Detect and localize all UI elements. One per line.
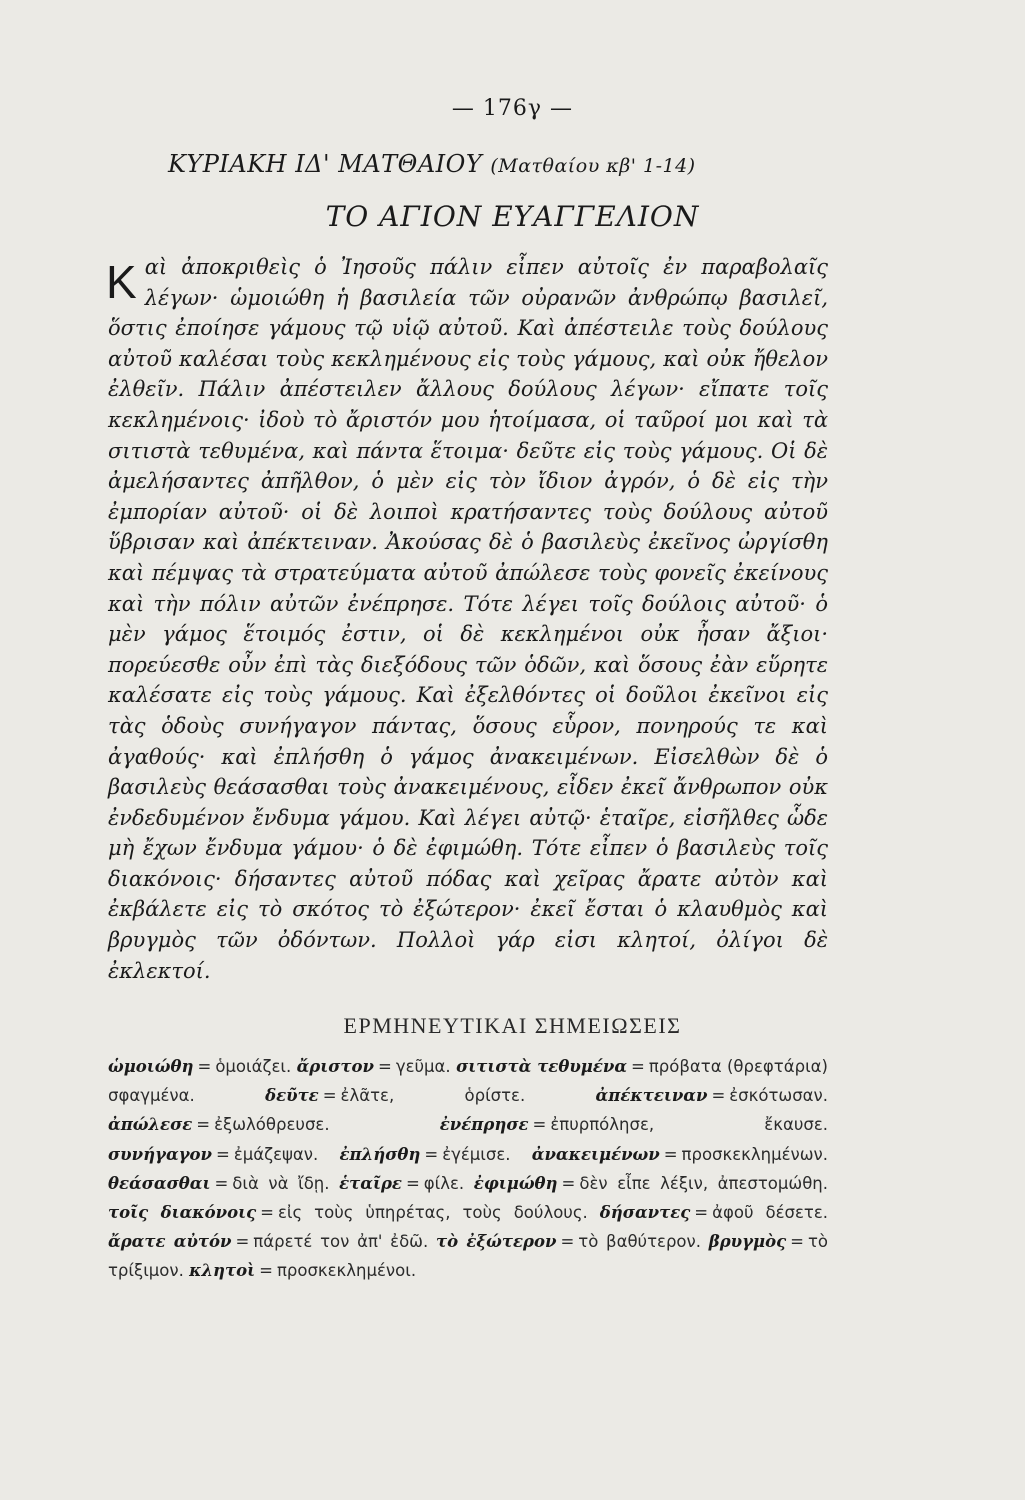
note-separator: = [197, 1057, 212, 1076]
note-entry [532, 1145, 828, 1164]
note-term: ἀπώλεσε [108, 1115, 193, 1135]
note-entry [340, 1145, 511, 1164]
note-meaning: φίλε. [423, 1173, 465, 1193]
notes-title: ΕΡΜΗΝΕΥΤΙΚΑΙ ΣΗΜΕΙΩΣΕΙΣ [343, 1013, 682, 1038]
note-separator: = [631, 1057, 645, 1076]
note-entry [189, 1261, 416, 1280]
note-term: συνήγαγον [108, 1144, 212, 1164]
note-entry [474, 1174, 828, 1193]
note-entry [108, 1145, 318, 1164]
note-separator: = [196, 1115, 211, 1135]
note-entry [265, 1086, 525, 1105]
note-separator: = [322, 1086, 337, 1106]
note-entry [108, 1057, 291, 1076]
note-separator: = [216, 1144, 230, 1164]
note-entry [108, 1115, 330, 1134]
note-separator: = [214, 1173, 229, 1193]
note-term: ἀπέκτειναν [595, 1086, 708, 1106]
note-term: τοῖς διακόνοις [108, 1203, 257, 1223]
note-meaning: πάρετέ τον ἀπ' ἐδῶ. [253, 1232, 429, 1252]
note-meaning: ἐμάζεψαν. [233, 1144, 319, 1164]
note-entry [108, 1232, 428, 1251]
note-separator: = [790, 1232, 804, 1252]
page-number: — 176γ — [451, 96, 574, 121]
note-term: ἑταῖρε [339, 1173, 402, 1193]
gospel-text [108, 252, 828, 986]
gospel-title: ΤΟ ΑΓΙΟΝ ΕΥΑΓΓΕΛΙΟΝ [325, 200, 700, 233]
note-meaning: ὁμοιάζει. [215, 1057, 292, 1076]
note-term: ἄριστον [296, 1057, 374, 1076]
note-separator: = [235, 1232, 250, 1252]
note-term: ὡμοιώθη [108, 1057, 194, 1076]
note-separator: = [711, 1086, 726, 1106]
note-term: θεάσασθαι [108, 1173, 211, 1193]
note-meaning: ἐπυρπόλησε, ἔκαυσε. [550, 1115, 828, 1135]
note-meaning: εἰς τοὺς ὑπηρέτας, τοὺς δούλους. [278, 1203, 588, 1223]
note-separator: = [259, 1261, 273, 1281]
note-separator: = [663, 1144, 678, 1164]
note-entry [436, 1232, 701, 1251]
note-term: σιτιστὰ τεθυμένα [456, 1057, 628, 1076]
note-meaning: ἐλᾶτε, ὁρίστε. [340, 1086, 526, 1106]
note-separator: = [561, 1173, 576, 1193]
note-term: τὸ ἐξώτερον [436, 1232, 557, 1252]
note-meaning: προσκεκλημένοι. [276, 1261, 417, 1281]
note-entry [339, 1174, 464, 1193]
note-entry [108, 1174, 330, 1193]
note-meaning: ἀφοῦ δέσετε. [712, 1203, 828, 1223]
note-meaning: ἐξωλόθρευσε. [214, 1115, 330, 1135]
gospel-paragraph: αὶ ἀποκριθεὶς ὁ Ἰησοῦς πάλιν εἶπεν αὐτοῖς ἐν παραβολαῖς λέγων· ὡμοιώθη ἡ βασιλεία τῶν οὐρανῶν ἀνθρώπῳ βασιλεῖ, ὅστις ἐποίησε γάμους τῷ υἱῷ αὐτοῦ. Καὶ ἀπέστειλε τοὺς δούλους αὐτοῦ καλέσαι τοὺς κεκλημένους εἰς τοὺς γάμους, καὶ οὐκ ἤθελον ἐλθεῖν. Πάλιν ἀπέστειλεν ἄλλους δούλους λέγων· εἴπατε τοῖς κεκλημένοις· ἰδοὺ τὸ ἄριστόν μου ἡτοίμασα, οἱ ταῦροί μοι καὶ τὰ σιτιστὰ τεθυμένα, καὶ πάντα ἕτοιμα· δεῦτε εἰς τοὺς γάμους. Οἱ δὲ ἀμελήσαντες ἀπῆλθον, ὁ μὲν εἰς τὸν ἴδιον ἀγρόν, ὁ δὲ εἰς τὴν ἐμπορίαν αὐτοῦ· οἱ δὲ λοιποὶ κρατήσαντες τοὺς δούλους αὐτοῦ ὕβρισαν καὶ ἀπέκτειναν. Ἀκούσας δὲ ὁ βασιλεὺς ἐκεῖνος ὠργίσθη καὶ πέμψας τὰ στρατεύματα αὐτοῦ ἀπώλεσε τοὺς φονεῖς ἐκείνους καὶ τὴν πόλιν αὐτῶν ἐνέπρησε. Τότε λέγει τοῖς δούλοις αὐτοῦ· ὁ μὲν γάμος ἕτοιμός ἐστιν, οἱ δὲ κεκλημένοι οὐκ ἦσαν ἄξιοι· πορεύεσθε οὖν ἐπὶ τὰς διεξόδους τῶν ὁδῶν, καὶ ὅσους ἐὰν εὕρητε καλέσατε εἰς τοὺς γάμους. Καὶ ἐξελθόντες οἱ δοῦλοι ἐκεῖνοι εἰς τὰς ὁδοὺς συνήγαγον πάντας, ὅσους εὗρον, πονηρούς τε καὶ ἀγαθούς· καὶ ἐπλήσθη ὁ γάμος ἀνακειμένων. Εἰσελθὼν δὲ ὁ βασιλεὺς θεάσασθαι τοὺς ἀνακειμένους, εἶδεν ἐκεῖ ἄνθρωπον οὐκ ἐνδεδυμένον ἔνδυμα γάμου. Καὶ λέγει αὐτῷ· ἑταῖρε, εἰσῆλθες ὧδε μὴ ἔχων ἔνδυμα γάμου· ὁ δὲ ἐφιμώθη. Τότε εἶπεν ὁ βασιλεὺς τοῖς διακόνοις· δήσαντες αὐτοῦ πόδας καὶ χεῖρας ἄρατε αὐτὸν καὶ ἐκβάλετε εἰς τὸ σκότος τὸ ἐξώτερον· ἐκεῖ ἔσται ὁ κλαυθμὸς καὶ βρυγμὸς τῶν ὀδόντων. Πολλοὶ γάρ εἰσι κλητοί, ὀλίγοι δὲ ἐκλεκτοί. [108, 255, 828, 983]
sunday-title-text: ΚΥΡΙΑΚΗ ΙΔ' ΜΑΤΘΑΙΟΥ [168, 150, 483, 178]
note-term: ἄρατε αὐτόν [108, 1232, 232, 1252]
note-term: βρυγμὸς [708, 1232, 787, 1252]
note-separator: = [532, 1115, 547, 1135]
note-entry [297, 1057, 451, 1076]
note-meaning: τὸ τρίξιμον. [108, 1232, 828, 1281]
scripture-reference: (Ματθαίου κβ' 1-14) [490, 155, 696, 177]
note-meaning: τὸ βαθύτερον. [578, 1232, 701, 1252]
note-term: κλητοὶ [189, 1261, 256, 1281]
note-meaning: ἐγέμισε. [442, 1144, 511, 1164]
note-meaning: πρόβατα (θρεφτάρια) σφαγμένα. [108, 1057, 828, 1106]
note-entry [596, 1086, 828, 1105]
note-term: ἐφιμώθη [473, 1173, 558, 1193]
note-separator: = [405, 1173, 420, 1193]
note-term: ἐνέπρησε [439, 1115, 529, 1135]
note-separator: = [694, 1203, 709, 1223]
note-meaning: ἐσκότωσαν. [729, 1086, 829, 1106]
note-separator: = [378, 1057, 392, 1076]
note-term: ἀνακειμένων [531, 1144, 660, 1164]
note-meaning: γεῦμα. [395, 1057, 451, 1076]
note-term: ἐπλήσθη [339, 1144, 421, 1164]
note-separator: = [560, 1232, 575, 1252]
note-entry [600, 1203, 828, 1222]
note-meaning: δὲν εἶπε λέξιν, ἀπεστομώθη. [579, 1173, 829, 1193]
drop-cap: Κ [106, 256, 137, 308]
note-entry [440, 1115, 828, 1134]
sunday-title [168, 150, 868, 178]
note-term: δεῦτε [265, 1086, 319, 1106]
note-separator: = [424, 1144, 439, 1164]
note-meaning: διὰ νὰ ἴδῃ. [232, 1173, 330, 1193]
note-term: δήσαντες [599, 1203, 691, 1223]
notes-body [108, 1052, 828, 1286]
note-meaning: προσκεκλημένων. [681, 1144, 829, 1164]
note-entry [108, 1203, 588, 1222]
note-separator: = [260, 1203, 274, 1223]
